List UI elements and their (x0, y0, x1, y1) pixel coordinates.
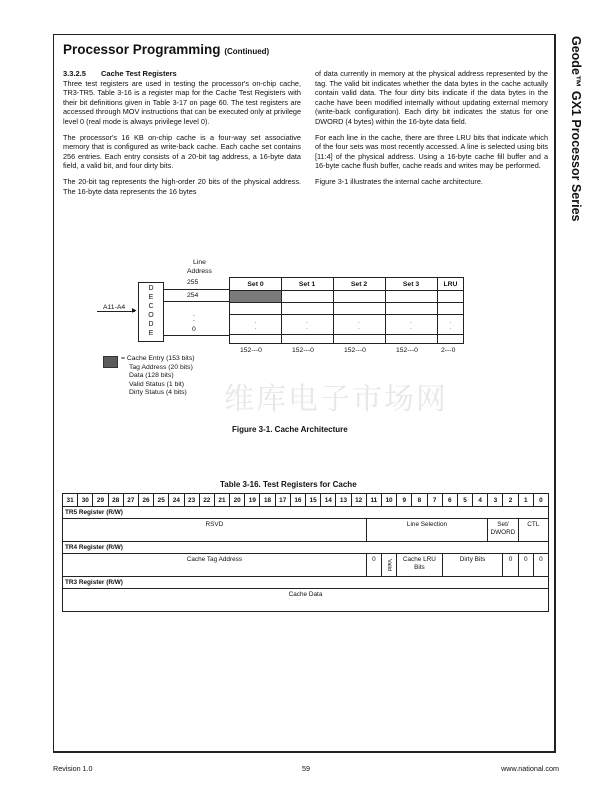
bit-cell: 0 (533, 494, 548, 507)
legend (121, 355, 194, 398)
bit-cell: 17 (275, 494, 290, 507)
paragraph: The 20-bit tag represents the high-order 20 bits of the physical address. The 16-byte data represents the 16 bytes (63, 176, 301, 196)
page-title-main: Processor Programming (63, 42, 221, 57)
right-column (315, 69, 548, 193)
bit-number-row (63, 494, 549, 507)
bit-range-lru: 2---0 (441, 347, 456, 354)
tr5-set-dword-field: Set/ DWORD (488, 519, 518, 542)
legend-title: = Cache Entry (153 bits) (121, 355, 195, 362)
decode-letter: E (148, 330, 154, 337)
bit-cell: 10 (381, 494, 396, 507)
column-set-2: Set 2 (350, 281, 368, 288)
tr3-cache-data-field: Cache Data (63, 589, 549, 612)
cache-entry-shaded-cell (230, 290, 281, 302)
decode-letter: O (148, 312, 154, 319)
tr4-cache-lru-bits-field: Cache LRU Bits (397, 554, 443, 577)
bit-cell: 18 (260, 494, 275, 507)
paragraph: of data currently in memory at the physical address represented by the tag. The valid bit indicates whether the data bytes in the cache actually contain valid data. The four dirty bits indicate if the data bytes in the cache have been modified internally without updating external memory (write-back configuration). Each dirty bit indicates the status for one DWORD (4 bytes) within the 16-byte data field. (315, 69, 548, 126)
line-254-wire (164, 301, 229, 302)
tr5-ctl-field: CTL (518, 519, 548, 542)
bit-cell: 27 (123, 494, 138, 507)
bit-cell: 12 (351, 494, 366, 507)
arrow-right-icon: ▶ (132, 308, 137, 314)
column-lru: LRU (443, 281, 458, 288)
bit-cell: 2 (503, 494, 518, 507)
paragraph: Figure 3-1 illustrates the internal cache architecture. (315, 176, 483, 186)
tr4-header-row (63, 542, 549, 554)
tr4-fields-row (63, 554, 549, 577)
bit-cell: 7 (427, 494, 442, 507)
input-line (97, 311, 135, 312)
label-line: Line (193, 259, 206, 266)
section-heading (63, 69, 301, 79)
bit-cell: 3 (488, 494, 503, 507)
section-number: 3.3.2.5 (63, 69, 86, 78)
test-registers-table (62, 493, 549, 612)
bit-cell: 23 (184, 494, 199, 507)
cache-sets-grid: Set 0 Set 1 Set 2 Set 3 LRU . . . . . . . . . . (229, 277, 464, 344)
bit-cell: 19 (245, 494, 260, 507)
legend-item: Valid Status (1 bit) (129, 380, 185, 388)
bit-cell: 14 (321, 494, 336, 507)
bit-range-set-0: 152---0 (240, 347, 262, 354)
tr3-register-name: TR3 Register (R/W) (63, 577, 549, 589)
tr4-cache-tag-address-field: Cache Tag Address (63, 554, 367, 577)
bit-cell: 20 (230, 494, 245, 507)
tr4-bit0-zero: 0 (533, 554, 548, 577)
line-ellipsis: . . (193, 311, 195, 323)
line-0-wire (164, 335, 229, 336)
footer-website-link[interactable]: www.national.com (501, 764, 559, 773)
valid-label: Valid (386, 559, 393, 571)
tr4-bit2-zero: 0 (503, 554, 518, 577)
section-title: Cache Test Registers (101, 69, 177, 78)
bit-cell: 4 (473, 494, 488, 507)
legend-item: Data (128 bits) (129, 372, 174, 379)
paragraph: For each line in the cache, there are three LRU bits that indicate which of the four sets was most recently accessed. A line is selected using bits [11:4] of the physical address. Using a 16-byte cache fill buffer and a 16-byte cache flush buffer, cache reads and writes may be performed. (315, 132, 548, 171)
bit-range-set-3: 152---0 (396, 347, 418, 354)
tr3-fields-row (63, 589, 549, 612)
bit-cell: 9 (397, 494, 412, 507)
tr4-register-name: TR4 Register (R/W) (63, 542, 549, 554)
bit-cell: 28 (108, 494, 123, 507)
decode-letter: D (148, 285, 154, 292)
decode-letter: C (148, 303, 154, 310)
bit-cell: 5 (457, 494, 472, 507)
bit-cell: 30 (78, 494, 93, 507)
bit-cell: 25 (154, 494, 169, 507)
tr5-fields-row (63, 519, 549, 542)
bit-cell: 6 (442, 494, 457, 507)
bit-cell: 26 (138, 494, 153, 507)
paragraph: The processor's 16 KB on-chip cache is a four-way set associative memory that is configured as write-back cache. Each cache set contains 256 entries. Each entry consists of a 20-bit tag address, a 16-byte data field, a valid bit, and four dirty bits. (63, 132, 301, 171)
tr4-bit1-zero: 0 (518, 554, 533, 577)
tr5-rsvd-field: RSVD (63, 519, 367, 542)
legend-item: Dirty Status (4 bits) (129, 389, 187, 396)
legend-swatch (103, 356, 118, 368)
bit-range-set-2: 152---0 (344, 347, 366, 354)
table-caption: Table 3-16. Test Registers for Cache (220, 480, 357, 489)
figure-caption: Figure 3-1. Cache Architecture (232, 425, 348, 434)
bit-range-set-1: 152---0 (292, 347, 314, 354)
footer-revision: Revision 1.0 (53, 764, 93, 773)
product-series-title: Geode™ GX1 Processor Series (569, 36, 583, 222)
label-address: Address (187, 268, 212, 275)
bit-cell: 22 (199, 494, 214, 507)
tr5-line-selection-field: Line Selection (366, 519, 488, 542)
line-255-label: 255 (187, 279, 199, 286)
tr5-header-row (63, 507, 549, 519)
bit-cell: 21 (214, 494, 229, 507)
footer-page-number: 59 (302, 764, 310, 773)
left-column (63, 69, 301, 202)
tr3-header-row (63, 577, 549, 589)
bit-cell: 24 (169, 494, 184, 507)
line-address-label (187, 258, 212, 276)
line-254-label: 254 (187, 292, 199, 299)
watermark: 维库电子市场网 (224, 382, 448, 417)
side-title (565, 36, 585, 222)
bit-cell: 11 (366, 494, 381, 507)
tr4-bit11-zero: 0 (366, 554, 381, 577)
tr5-register-name: TR5 Register (R/W) (63, 507, 549, 519)
column-set-1: Set 1 (298, 281, 316, 288)
line-255-wire (164, 289, 229, 290)
bit-cell: 29 (93, 494, 108, 507)
column-set-3: Set 3 (402, 281, 420, 288)
line-0-label: 0 (192, 326, 196, 333)
bit-cell: 1 (518, 494, 533, 507)
tr4-valid-field (381, 554, 396, 577)
page-title (63, 42, 269, 57)
decode-letter: E (148, 294, 154, 301)
bit-cell: 16 (290, 494, 305, 507)
bit-cell: 15 (306, 494, 321, 507)
bit-cell: 13 (336, 494, 351, 507)
column-set-0: Set 0 (247, 281, 264, 288)
paragraph: Three test registers are used in testing the processor's on-chip cache, TR3-TR5. Table 3-16 is a register map for the Cache Test Registers with their bit definitions given in Table 3-17 on page 60. The test registers are accessed through MOV instructions that can be executed only at privilege level 0 (real mode is always privilege level 0). (63, 78, 301, 126)
bit-cell: 8 (412, 494, 427, 507)
decode-block (138, 282, 164, 342)
decode-letter: D (148, 321, 154, 328)
page-title-continued: (Continued) (224, 47, 270, 56)
legend-item: Tag Address (20 bits) (129, 363, 193, 371)
tr4-dirty-bits-field: Dirty Bits (442, 554, 503, 577)
bit-cell: 31 (63, 494, 78, 507)
input-address-label: A11-A4 (103, 304, 126, 311)
